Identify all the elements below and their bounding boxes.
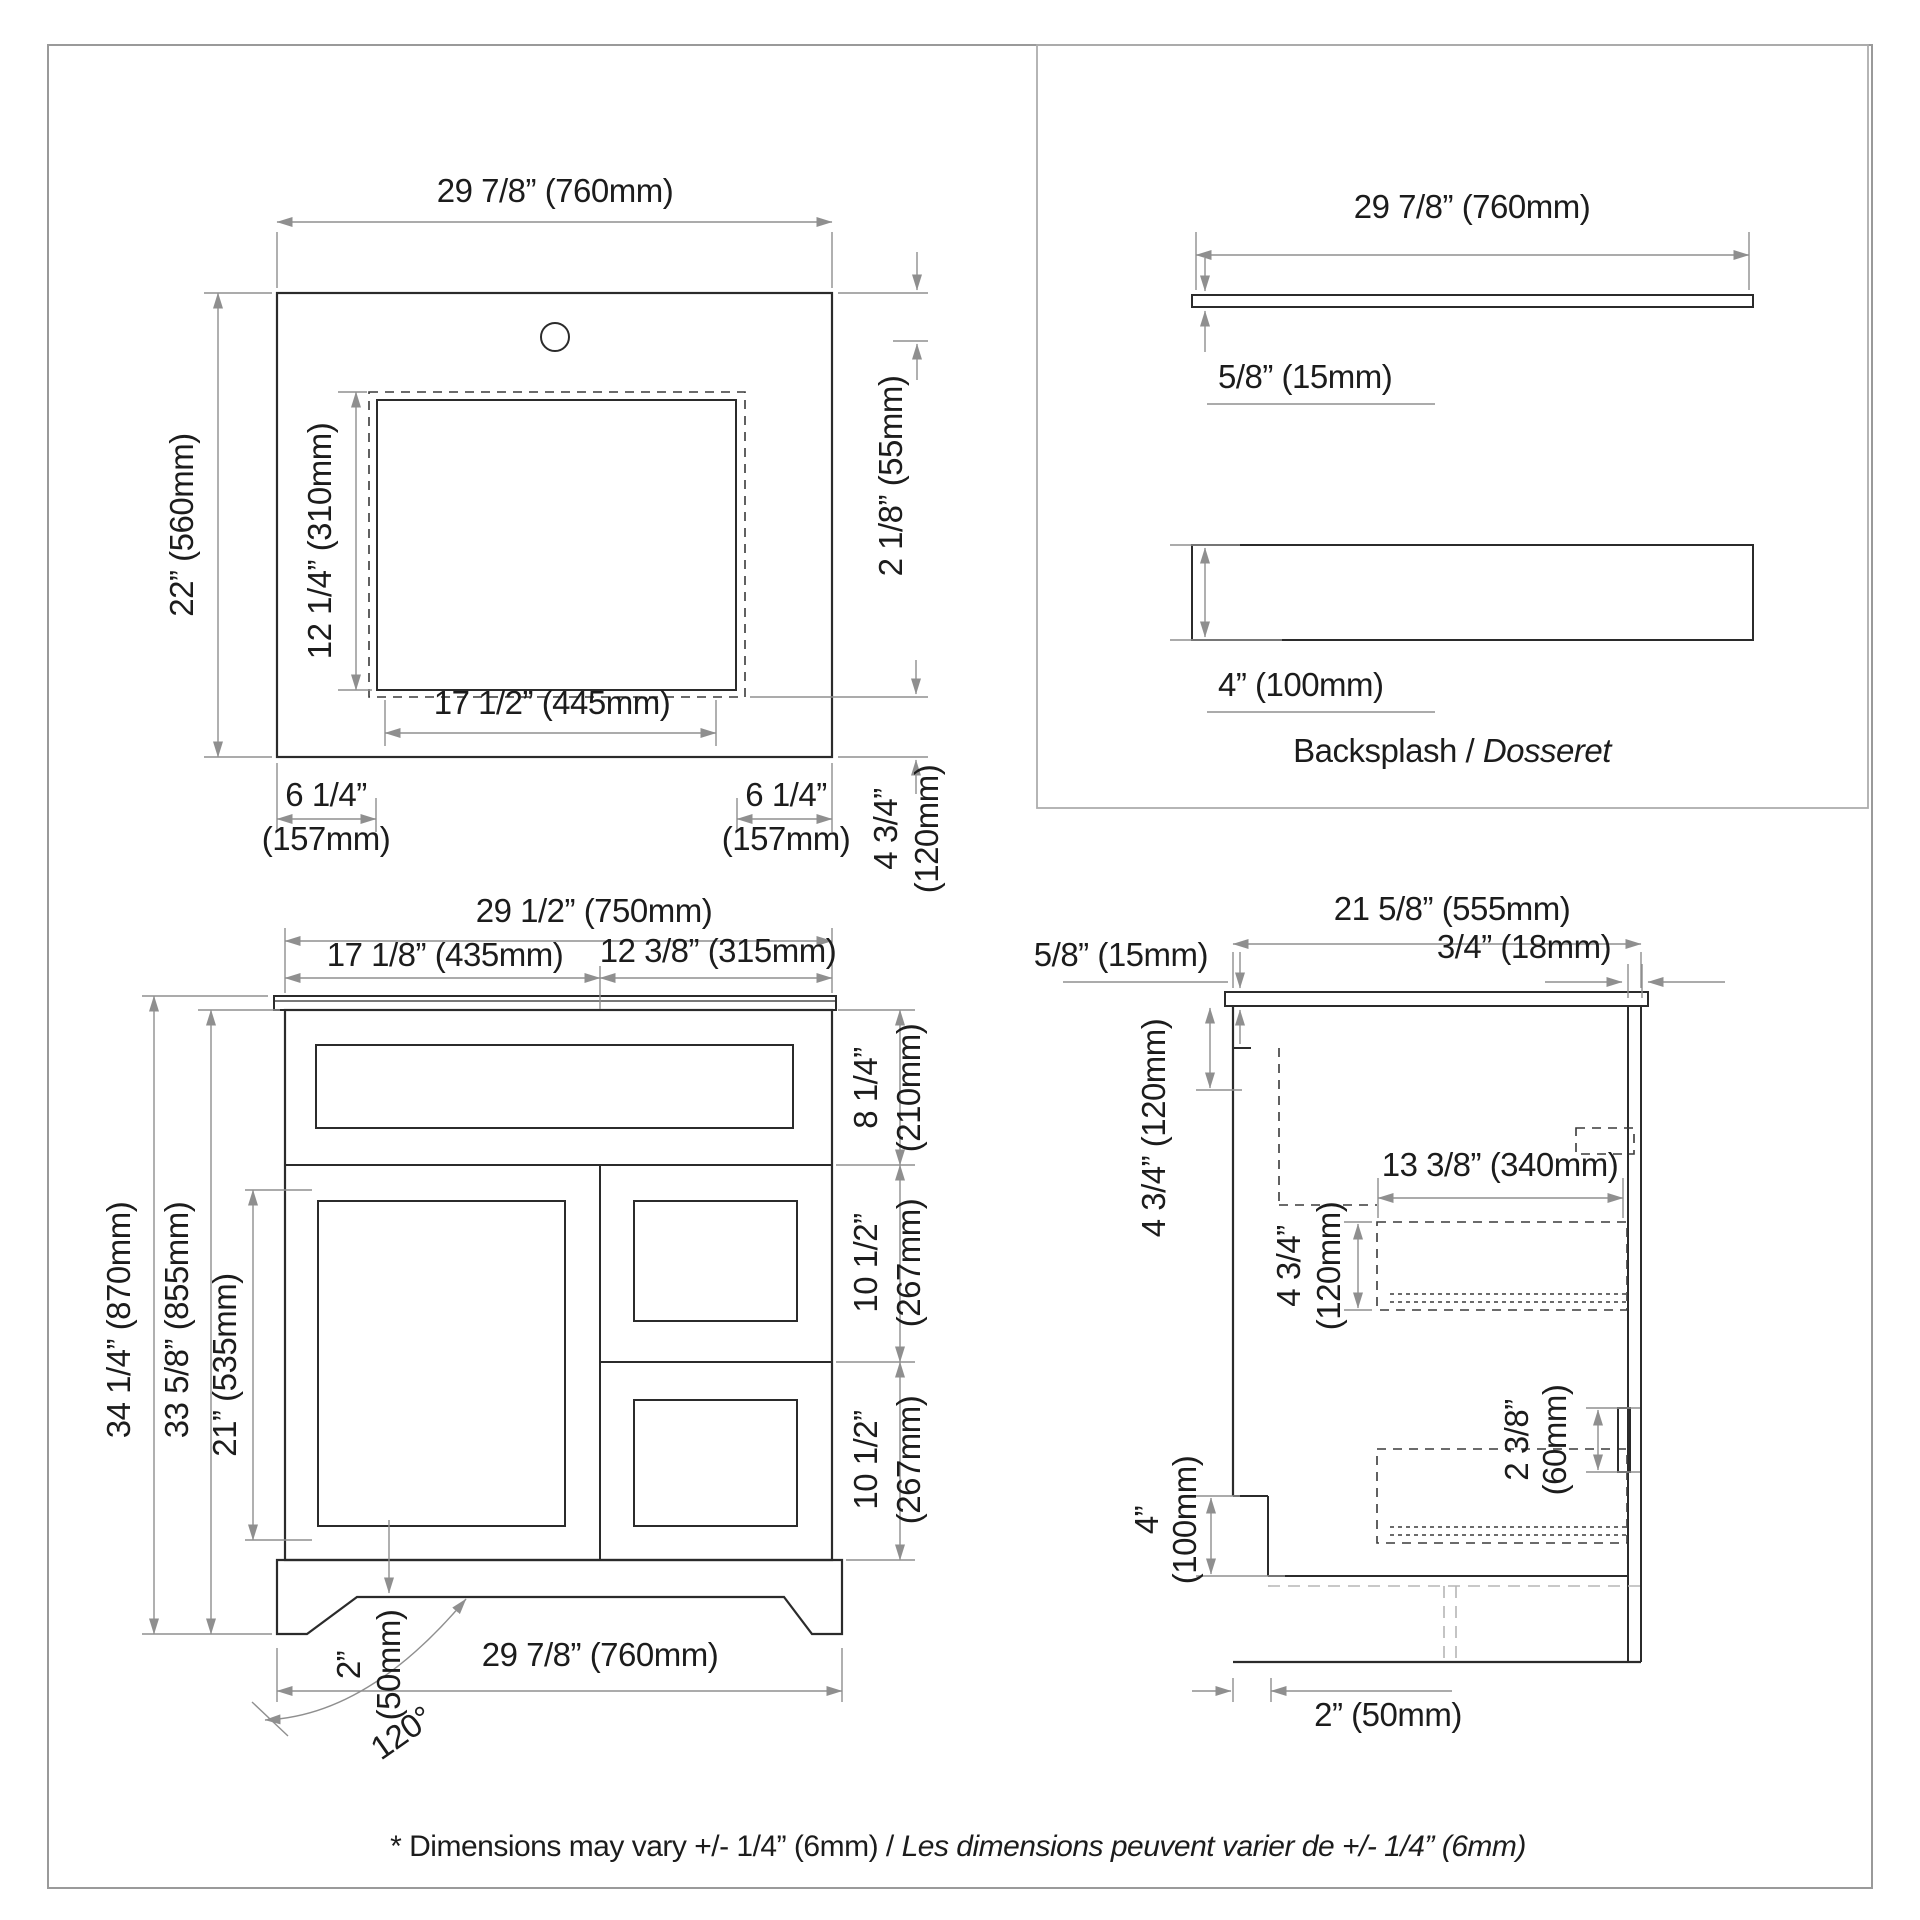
right-offset-mm: (157mm) (721, 820, 851, 857)
toe-kick-angle: 120° (363, 1698, 440, 1767)
toe-kick-in: 2” (330, 1650, 367, 1680)
drawer1-in: 10 1/2” (847, 1213, 884, 1313)
door-panel (318, 1201, 565, 1526)
side-counter-thickness: 5/8” (15mm) (1033, 936, 1208, 973)
drawer-panel-bottom (634, 1400, 797, 1526)
left-offset-mm: (157mm) (261, 820, 391, 857)
front-offset-mm: (120mm) (908, 764, 945, 894)
door-section-width: 17 1/8” (435mm) (326, 936, 564, 973)
side-top-rail: 4 3/4” (120mm) (1135, 1018, 1172, 1238)
dimension-lines (142, 928, 915, 1736)
plinth-base (277, 1560, 842, 1634)
backsplash-width-label: 29 7/8” (760mm) (1353, 188, 1591, 225)
side-panel-thickness: 3/4” (18mm) (1436, 928, 1612, 965)
base-width-label: 29 7/8” (760mm) (481, 1636, 719, 1673)
toe-kick-mm: (50mm) (370, 1609, 407, 1721)
footnote: * Dimensions may vary +/- 1/4” (6mm) / Les dimensions peuvent varier de +/- 1/4” (6mm) (390, 1830, 1526, 1863)
backsplash-edge-profile (1192, 295, 1753, 307)
side-drawer-height-in: 4 3/4” (1270, 1225, 1307, 1307)
door-height-label: 21” (535mm) (206, 1273, 243, 1457)
backsplash-height-label: 4” (100mm) (1218, 666, 1384, 703)
sink-cutout-dashed (369, 392, 745, 697)
side-notch-height-in: 4” (1128, 1505, 1165, 1535)
drawer2-in: 10 1/2” (847, 1410, 884, 1510)
backsplash-views (1170, 188, 1753, 769)
counter-strip (274, 996, 836, 1010)
counter-strip-side (1225, 992, 1648, 1006)
top-section-in: 8 1/4” (847, 1047, 884, 1129)
right-offset-in: 6 1/4” (745, 776, 827, 813)
front-overall-width: 29 1/2” (750mm) (475, 892, 713, 929)
front-offset-in: 4 3/4” (867, 788, 904, 870)
countertop-top-view (163, 172, 945, 893)
cutout-depth-label: 12 1/4” (310mm) (301, 422, 338, 660)
backsplash-panel-box (1037, 45, 1868, 808)
cutout-width-label: 17 1/2” (445mm) (433, 684, 671, 721)
side-rail-height-mm: (60mm) (1536, 1384, 1573, 1496)
faucet-hole (541, 323, 569, 351)
faucet-offset-label: 2 1/8” (55mm) (872, 375, 909, 577)
side-notch-depth: 2” (50mm) (1314, 1696, 1462, 1733)
false-front-panel (316, 1045, 793, 1128)
sheet-border (48, 45, 1872, 1888)
drawer2-mm: (267mm) (890, 1395, 927, 1525)
vanity-side-view (1034, 890, 1725, 1733)
left-offset-in: 6 1/4” (285, 776, 367, 813)
side-drawer-height-mm: (120mm) (1310, 1201, 1347, 1331)
top-depth-label: 22” (560mm) (163, 433, 200, 617)
side-drawer-depth: 13 3/8” (340mm) (1381, 1146, 1619, 1183)
top-width-label: 29 7/8” (760mm) (436, 172, 674, 209)
top-section-mm: (210mm) (890, 1023, 927, 1153)
backsplash-caption: Backsplash / Dosseret (1293, 732, 1611, 769)
cabinet-outline (285, 1010, 832, 1560)
backsplash-thickness-label: 5/8” (15mm) (1218, 358, 1393, 395)
drawer1-side-dashed (1377, 1222, 1627, 1310)
sink-bowl-outline (377, 400, 736, 690)
side-rail-height-in: 2 3/8” (1498, 1399, 1535, 1481)
backsplash-front-profile (1192, 545, 1753, 640)
side-notch-height-mm: (100mm) (1166, 1455, 1203, 1585)
vanity-front-view (100, 892, 927, 1767)
drawer1-mm: (267mm) (890, 1198, 927, 1328)
side-depth-label: 21 5/8” (555mm) (1333, 890, 1571, 927)
total-height-label: 34 1/4” (870mm) (100, 1201, 137, 1439)
drawer-panel-top (634, 1201, 797, 1321)
cabinet-height-label: 33 5/8” (855mm) (158, 1201, 195, 1439)
drawer-section-width: 12 3/8” (315mm) (599, 932, 837, 969)
